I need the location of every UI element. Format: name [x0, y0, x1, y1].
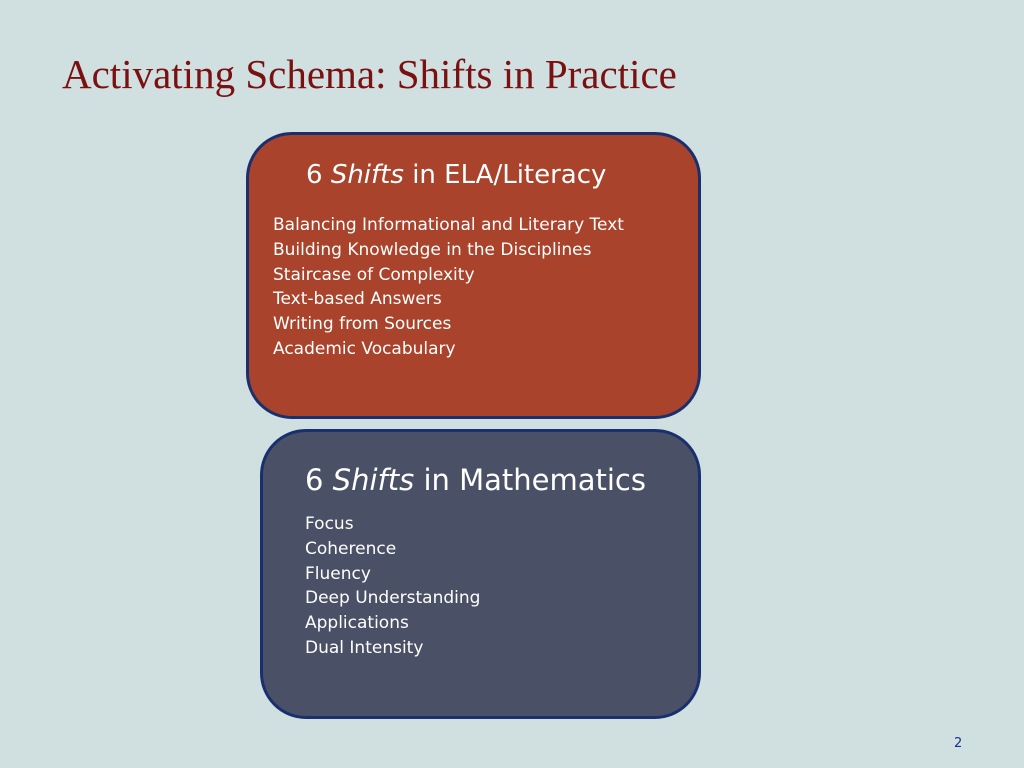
- math-panel-heading: [305, 458, 698, 502]
- ela-heading-number: 6: [306, 160, 323, 190]
- math-heading-number: 6: [305, 463, 324, 497]
- math-shift-item: Applications: [305, 613, 409, 634]
- ela-shift-item: Balancing Informational and Literary Text: [273, 215, 624, 235]
- math-shift-item: Dual Intensity: [305, 637, 424, 658]
- math-shift-item: Fluency: [305, 563, 371, 584]
- ela-shift-item: Academic Vocabulary: [273, 338, 456, 359]
- ela-shift-item: Text-based Answers: [273, 289, 442, 310]
- math-shift-item: Deep Understanding: [305, 588, 481, 609]
- math-heading-shifts: Shifts: [332, 463, 415, 497]
- page-number: 2: [954, 736, 963, 751]
- math-shift-list: [305, 512, 698, 661]
- math-shift-item: Focus: [305, 514, 354, 534]
- math-shifts-panel: [260, 429, 701, 719]
- ela-heading-shifts: Shifts: [330, 160, 404, 190]
- ela-shift-item: Writing from Sources: [273, 314, 452, 335]
- ela-panel-heading: [273, 155, 698, 195]
- ela-heading-subject: in ELA/Literacy: [412, 160, 607, 190]
- ela-shift-list: [273, 213, 698, 362]
- ela-shifts-panel: [246, 132, 701, 419]
- ela-shift-item: Building Knowledge in the Disciplines: [273, 239, 592, 260]
- ela-shift-item: Staircase of Complexity: [273, 264, 475, 285]
- math-heading-subject: in Mathematics: [423, 463, 646, 497]
- slide-title: Activating Schema: Shifts in Practice: [62, 51, 677, 97]
- math-shift-item: Coherence: [305, 538, 397, 559]
